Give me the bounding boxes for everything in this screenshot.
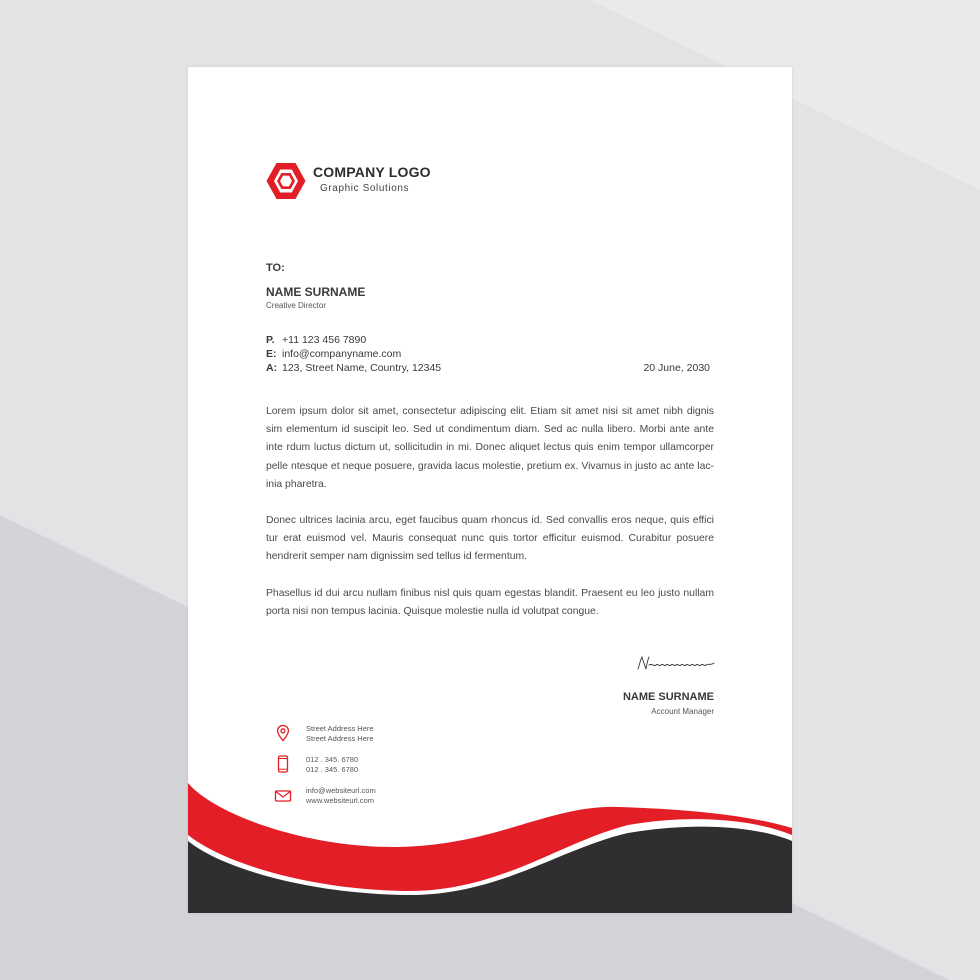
recipient-name: NAME SURNAME [266,285,366,299]
body-paragraph-2: Donec ultrices lacinia arcu, eget faucibus quam rhoncus id. Sed convallis eros neque, quis effici tur erat euismod vel. Mauris consequat nunc quis tortor efficitur euismod. Curabitur posuere hendrerit semper nam dignissim sed tellus id fermentum. [266,515,714,563]
letterhead-page [188,67,792,913]
company-tagline: Graphic Solutions [320,183,410,194]
footer-wave [188,783,792,913]
contact-phone-value: +11 123 456 7890 [282,334,367,346]
to-label: TO: [266,262,285,274]
footer-phone [306,755,358,774]
contact-address-key: A: [266,362,278,374]
contact-address [266,362,441,374]
contact-phone-key: P. [266,334,275,346]
contact-address-value: 123, Street Name, Country, 12345 [282,362,442,374]
recipient-title: Creative Director [266,301,327,310]
contact-email-key: E: [266,348,277,360]
letter-date: 20 June, 2030 [643,362,710,374]
company-logo-title: COMPANY LOGO [313,164,431,180]
footer-phone-line2: 012 . 345. 6780 [306,764,359,774]
footer-address [306,724,374,743]
footer-website: www.websiteurl.com [306,795,374,805]
sender-title: Account Manager [651,707,714,716]
contact-email-value: info@companyname.com [282,348,402,360]
hexagon-logo-icon [266,162,306,200]
footer-email: info@websiteurl.com [306,786,376,795]
location-pin-icon [274,724,292,742]
phone-icon [274,755,292,773]
footer-phone-line1: 012 . 345. 6780 [306,755,359,764]
sender-name: NAME SURNAME [622,691,714,703]
body-paragraph-1: Lorem ipsum dolor sit amet, consectetur adipiscing elit. Etiam sit amet nisi sit amet nibh dignis sim elementum id suscipit leo. Sed ut condimentum diam. Sed ac nulla libero. Morbi ante ante inte rdum luctus dictum ut, sollicitudin in mi. Donec aliquet lectus quis enim tempor ullamcorper pelle ntesque et neque posuere, gravida lacus molestie, pretium ex. Vivamus in justo ac ante lac- inia pharetra. [266,406,714,490]
contact-email [266,348,401,360]
footer-address-line2: Street Address Here [306,733,374,743]
signature-icon [634,653,718,675]
body-paragraph-3: Phasellus id dui arcu nullam finibus nisl quis quam egestas blandit. Praesent eu leo justo nullam porta nisi non tempus lacinia. Quisque molestie nulla id volutpat congue. [266,588,714,618]
footer-address-line1: Street Address Here [306,724,374,733]
contact-phone [266,334,366,346]
